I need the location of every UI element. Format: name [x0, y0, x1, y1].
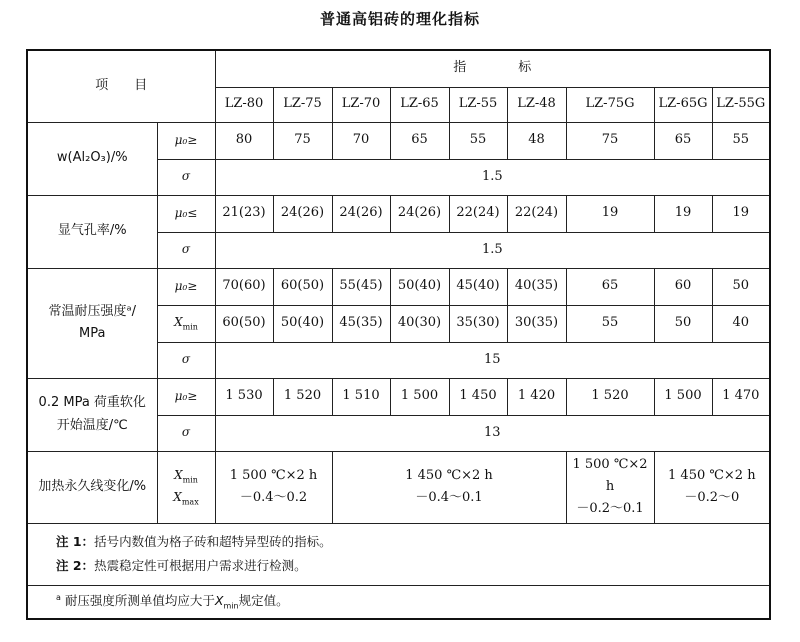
value-cell: 1 500 — [390, 378, 449, 415]
value-cell: 80 — [215, 122, 273, 159]
value-cell: 1 450 — [449, 378, 507, 415]
table-row — [27, 122, 770, 159]
table-row — [27, 195, 770, 232]
value-cell: 24(26) — [332, 195, 390, 232]
sigma-value: 13 — [215, 415, 770, 451]
value-cell: 19 — [566, 195, 654, 232]
value-cell: 50 — [654, 305, 712, 342]
value-cell: 22(24) — [507, 195, 566, 232]
index-header: 指 标 — [215, 50, 770, 87]
value-cell: 65 — [566, 268, 654, 305]
xmin-xmax-symbol: $X_{min}$ $X_{max}$ — [157, 451, 215, 523]
value-cell: 60(50) — [215, 305, 273, 342]
item-header: 项 目 — [27, 50, 215, 122]
mu-symbol: μ₀≥ — [157, 268, 215, 305]
reheat-group: 1 500 ℃×2 h －0.4～0.2 — [215, 451, 332, 523]
value-cell: 75 — [273, 122, 332, 159]
grade-header: LZ-75G — [566, 87, 654, 122]
sigma-symbol: σ — [157, 232, 215, 268]
value-cell: 1 520 — [273, 378, 332, 415]
value-cell: 30(35) — [507, 305, 566, 342]
note-2: 注 2：热震稳定性可根据用户需求进行检测。 — [56, 558, 307, 573]
reheat-group: 1 500 ℃×2 h －0.2～0.1 — [566, 451, 654, 523]
value-cell: 65 — [390, 122, 449, 159]
strength-label-line1: 常温耐压强度ᵃ/ — [48, 303, 136, 319]
grade-header: LZ-80 — [215, 87, 273, 122]
grade-header: LZ-65 — [390, 87, 449, 122]
sigma-symbol: σ — [157, 159, 215, 195]
value-cell: 45(40) — [449, 268, 507, 305]
sigma-symbol: σ — [157, 342, 215, 378]
reheat-group: 1 450 ℃×2 h －0.2～0 — [654, 451, 770, 523]
value-cell: 40 — [712, 305, 770, 342]
sigma-value: 1.5 — [215, 232, 770, 268]
value-cell: 55(45) — [332, 268, 390, 305]
value-cell: 24(26) — [273, 195, 332, 232]
value-cell: 1 530 — [215, 378, 273, 415]
grade-header: LZ-55G — [712, 87, 770, 122]
table-row — [27, 268, 770, 305]
grade-header: LZ-70 — [332, 87, 390, 122]
xmin-symbol: $X_{min}$ — [157, 305, 215, 342]
note-1: 注 1：括号内数值为格子砖和超特异型砖的指标。 — [56, 534, 332, 550]
value-cell: 70(60) — [215, 268, 273, 305]
value-cell: 19 — [654, 195, 712, 232]
softening-label-line1: 0.2 MPa 荷重软化 — [38, 395, 146, 411]
value-cell: 55 — [566, 305, 654, 342]
value-cell: 60 — [654, 268, 712, 305]
al2o3-label: w(Al₂O₃)/% — [27, 122, 157, 195]
value-cell: 55 — [449, 122, 507, 159]
value-cell: 1 510 — [332, 378, 390, 415]
value-cell: 21(23) — [215, 195, 273, 232]
value-cell: 60(50) — [273, 268, 332, 305]
value-cell: 70 — [332, 122, 390, 159]
value-cell: 22(24) — [449, 195, 507, 232]
grade-header: LZ-55 — [449, 87, 507, 122]
footnote: $^a$ 耐压强度所测单值均应大于$X_{min}$规定值。 — [27, 585, 770, 619]
value-cell: 75 — [566, 122, 654, 159]
table-row — [27, 451, 770, 523]
strength-label — [27, 268, 157, 378]
value-cell: 40(35) — [507, 268, 566, 305]
value-cell: 1 520 — [566, 378, 654, 415]
notes — [27, 523, 770, 585]
table-title: 普通高铝砖的理化指标 — [319, 10, 480, 28]
strength-label-line2: MPa — [79, 326, 106, 341]
reheat-group: 1 450 ℃×2 h －0.4～0.1 — [332, 451, 566, 523]
sigma-value: 1.5 — [215, 159, 770, 195]
value-cell: 24(26) — [390, 195, 449, 232]
properties-table — [26, 49, 771, 620]
sigma-value: 15 — [215, 342, 770, 378]
value-cell: 55 — [712, 122, 770, 159]
grade-header: LZ-75 — [273, 87, 332, 122]
softening-label — [27, 378, 157, 451]
mu-symbol: μ₀≥ — [157, 122, 215, 159]
footnote-marker: a — [56, 592, 61, 602]
mu-symbol: μ₀≤ — [157, 195, 215, 232]
value-cell: 65 — [654, 122, 712, 159]
table-row — [27, 378, 770, 415]
value-cell: 40(30) — [390, 305, 449, 342]
value-cell: 45(35) — [332, 305, 390, 342]
mu-symbol: μ₀≥ — [157, 378, 215, 415]
grade-header: LZ-65G — [654, 87, 712, 122]
value-cell: 1 470 — [712, 378, 770, 415]
value-cell: 50 — [712, 268, 770, 305]
value-cell: 1 420 — [507, 378, 566, 415]
value-cell: 48 — [507, 122, 566, 159]
sigma-symbol: σ — [157, 415, 215, 451]
value-cell: 1 500 — [654, 378, 712, 415]
reheat-label: 加热永久线变化/% — [27, 451, 157, 523]
value-cell: 50(40) — [273, 305, 332, 342]
value-cell: 19 — [712, 195, 770, 232]
value-cell: 50(40) — [390, 268, 449, 305]
porosity-label: 显气孔率/% — [27, 195, 157, 268]
value-cell: 35(30) — [449, 305, 507, 342]
grade-header: LZ-48 — [507, 87, 566, 122]
softening-label-line2: 开始温度/℃ — [56, 417, 128, 433]
